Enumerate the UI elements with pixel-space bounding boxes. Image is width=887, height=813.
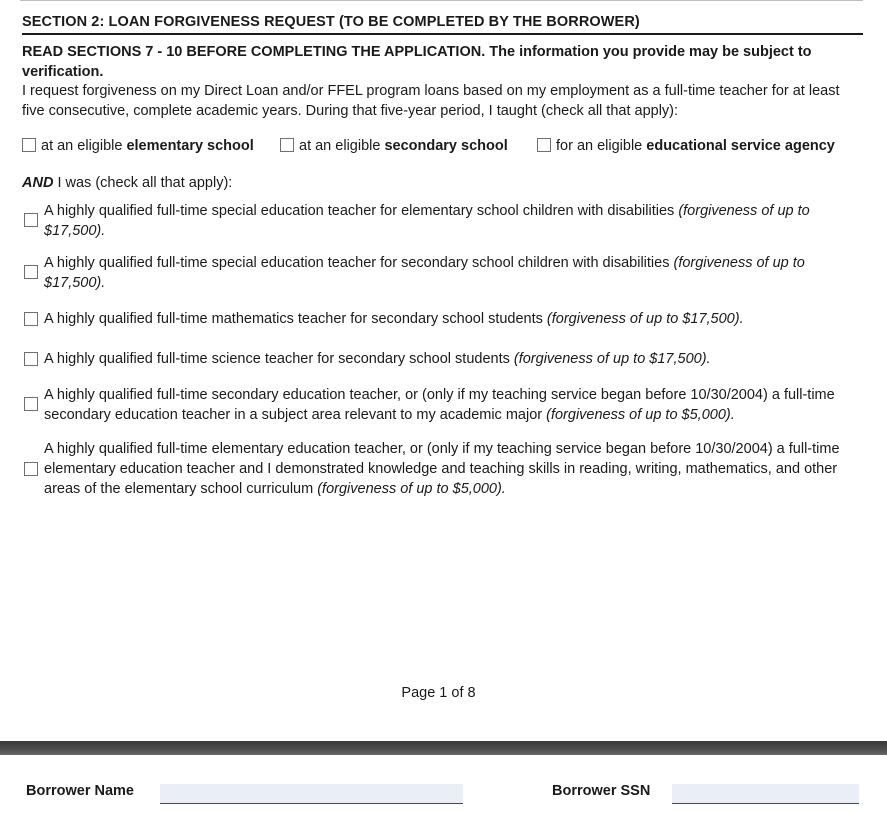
page-number: Page 1 of 8 xyxy=(401,685,476,701)
special-ed-secondary-checkbox[interactable] xyxy=(24,265,38,279)
educational-service-agency-option[interactable] xyxy=(537,135,835,157)
read-instructions-note: READ SECTIONS 7 - 10 BEFORE COMPLETING THE APPLICATION. The information you provide may be subject to verification. xyxy=(22,44,812,80)
page-top-rule xyxy=(20,0,863,1)
option-bold-label: elementary school xyxy=(126,138,254,154)
option-text: A highly qualified full-time elementary education teacher, or (only if my teaching service began before 10/30/2004) a full-time elementary education teacher and I demonstrated knowledge and teaching skills in reading, writing, mathematics, and other areas of the elementary school curriculum (forgiveness of up to $5,000). xyxy=(44,441,840,497)
footer-divider-bar xyxy=(0,741,887,755)
section-title: SECTION 2: LOAN FORGIVENESS REQUEST (TO BE COMPLETED BY THE BORROWER) xyxy=(22,14,863,35)
science-teacher-checkbox[interactable] xyxy=(24,352,38,366)
school-type-options xyxy=(22,135,872,157)
and-instruction xyxy=(22,173,232,193)
option-prefix: for an eligible xyxy=(556,138,647,154)
borrower-name-field[interactable] xyxy=(160,784,463,804)
forgiveness-request-intro: I request forgiveness on my Direct Loan and/or FFEL program loans based on my employment as a full-time teacher for at least five consecutive, complete academic years. During that five-year period, I taught (check all that apply): xyxy=(22,83,840,119)
borrower-ssn-field[interactable] xyxy=(672,784,859,804)
special-ed-elementary-checkbox[interactable] xyxy=(24,213,38,227)
mathematics-teacher-checkbox[interactable] xyxy=(24,312,38,326)
option-text: A highly qualified full-time mathematics teacher for secondary school students (forgiveness of up to $17,500). xyxy=(44,311,744,327)
secondary-education-teacher-checkbox[interactable] xyxy=(24,397,38,411)
and-rest: I was (check all that apply): xyxy=(53,175,233,191)
option-text: A highly qualified full-time science teacher for secondary school students (forgiveness of up to $17,500). xyxy=(44,351,711,367)
borrower-name-label: Borrower Name xyxy=(26,783,134,799)
option-bold-label: secondary school xyxy=(384,138,508,154)
option-bold-label: educational service agency xyxy=(646,138,835,154)
option-prefix: at an eligible xyxy=(41,138,127,154)
option-prefix: at an eligible xyxy=(299,138,385,154)
secondary-school-checkbox[interactable] xyxy=(280,138,294,152)
elementary-school-checkbox[interactable] xyxy=(22,138,36,152)
elementary-education-teacher-checkbox[interactable] xyxy=(24,462,38,476)
elementary-school-option[interactable] xyxy=(22,135,254,157)
option-text: A highly qualified full-time special education teacher for secondary school children with disabilities (forgiveness of up to $17,500). xyxy=(44,255,805,291)
educational-service-agency-checkbox[interactable] xyxy=(537,138,551,152)
secondary-school-option[interactable] xyxy=(280,135,508,157)
borrower-ssn-label: Borrower SSN xyxy=(552,783,651,799)
option-text: A highly qualified full-time secondary education teacher, or (only if my teaching service began before 10/30/2004) a full-time secondary education teacher in a subject area relevant to my academic major (forgiveness of up to $5,000). xyxy=(44,387,835,423)
option-text: A highly qualified full-time special education teacher for elementary school children with disabilities (forgiveness of up to $17,500). xyxy=(44,203,810,239)
and-emphasis: AND xyxy=(22,175,54,191)
